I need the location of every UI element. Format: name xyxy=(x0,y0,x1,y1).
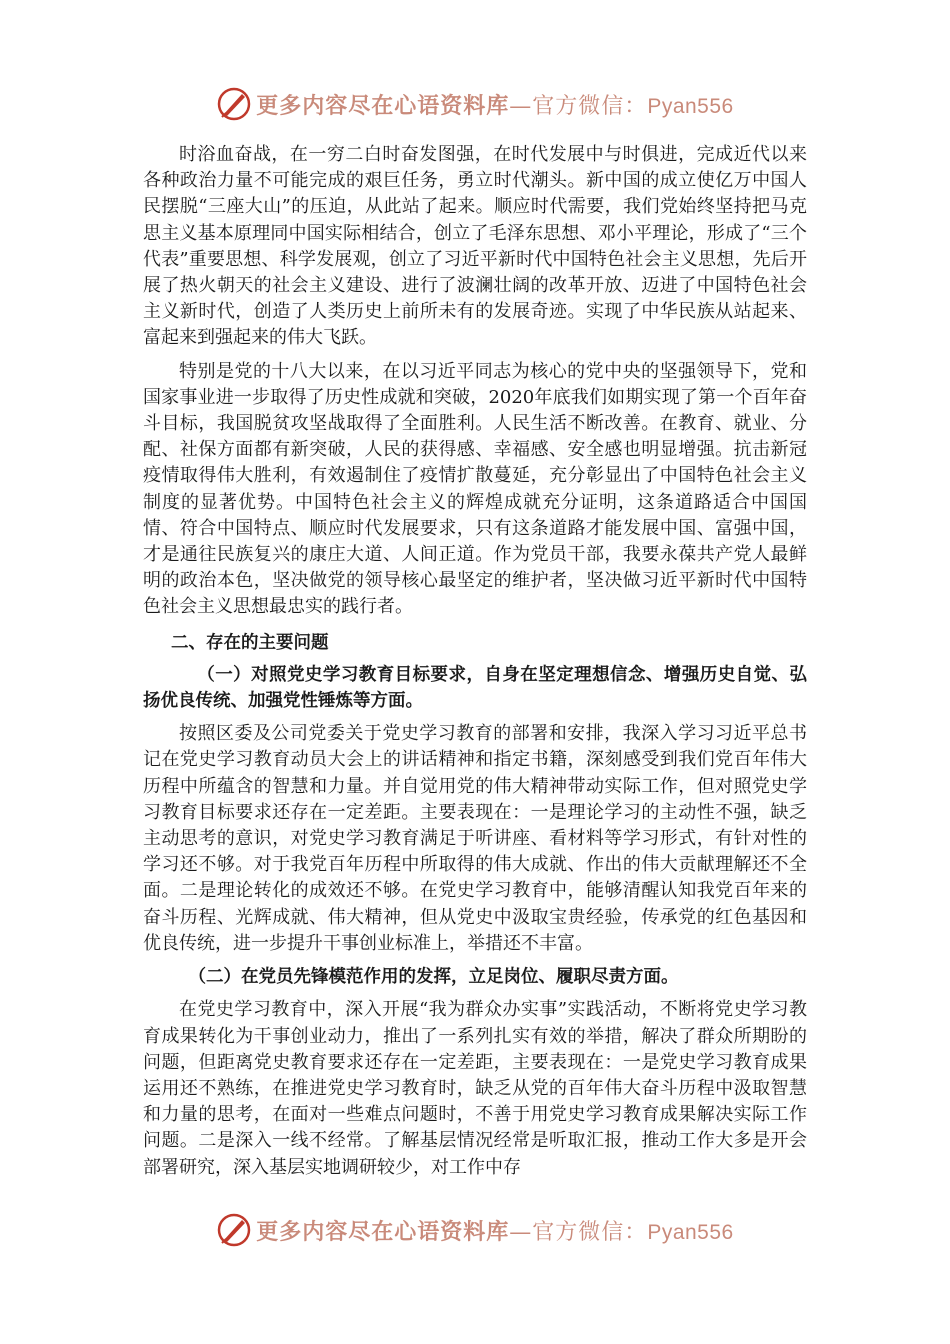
body-paragraph: 时浴血奋战，在一穷二白时奋发图强，在时代发展中与时俱进，完成近代以来各种政治力量不可能完成的艰巨任务，勇立时代潮头。新中国的成立使亿万中国人民摆脱“三座大山”的压迫，从此站了起来。顺应时代需要，我们党始终坚持把马克思主义基本原理同中国实际相结合，创立了毛泽东思想、邓小平理论，形成了“三个代表”重要思想、科学发展观，创立了习近平新时代中国特色社会主义思想，先后开展了热火朝天的社会主义建设、进行了波澜壮阔的改革开放、迈进了中国特色社会主义新时代，创造了人类历史上前所未有的发展奇迹。实现了中华民族从站起来、富起来到强起来的伟大飞跃。 xyxy=(143,144,807,349)
watermark-dash: — xyxy=(509,93,533,119)
watermark-brand: 更多内容尽在心语资料库 xyxy=(256,1218,510,1245)
document-body xyxy=(143,142,807,1181)
body-paragraph: 按照区委及公司党委关于党史学习教育的部署和安排，我深入学习习近平总书记在党史学习教育动员大会上的讲话精神和指定书籍，深刻感受到我们党百年伟大历程中所蕴含的智慧和力量。并自觉用党的伟大精神带动实际工作，但对照党史学习教育目标要求还存在一定差距。主要表现在：一是理论学习的主动性不强，缺乏主动思考的意识，对党史学习教育满足于听讲座、看材料等学习形式，有针对性的学习还不够。对于我党百年历程中所取得的伟大成就、作出的伟大贡献理解还不全面。二是理论转化的成效还不够。在党史学习教育中，能够清醒认知我党百年来的奋斗历程、光辉成就、伟大精神，但从党史中汲取宝贵经验，传承党的红色基因和优良传统，进一步提升干事创业标准上，举措还不丰富。 xyxy=(143,723,807,954)
watermark-banner-top xyxy=(0,82,950,126)
quill-logo-icon xyxy=(216,1212,252,1248)
watermark-label: 官方微信： xyxy=(532,93,648,119)
watermark-text xyxy=(256,1215,733,1246)
watermark-wechat-id: Pyan556 xyxy=(647,1220,734,1244)
watermark-text xyxy=(256,89,733,120)
body-paragraph: 在党史学习教育中，深入开展“我为群众办实事”实践活动，不断将党史学习教育成果转化为干事创业动力，推出了一系列扎实有效的举措，解决了群众所期盼的问题，但距离党史教育要求还存在一定差距，主要表现在：一是党史学习教育成果运用还不熟练，在推进党史学习教育时，缺乏从党的百年伟大奋斗历程中汲取智慧和力量的思考，在面对一些难点问题时，不善于用党史学习教育成果解决实际工作问题。二是深入一线不经常。了解基层情况经常是听取汇报，推动工作大多是开会部署研究，深入基层实地调研较少，对工作中存 xyxy=(143,999,807,1178)
subsection-heading: （二）在党员先锋模范作用的发挥，立足岗位、履职尽责方面。 xyxy=(188,967,679,988)
body-paragraph: 特别是党的十八大以来，在以习近平同志为核心的党中央的坚强领导下，党和国家事业进一步取得了历史性成就和突破，2020年底我们如期实现了第一个百年奋斗目标，我国脱贫攻坚战取得了全面胜利。人民生活不断改善。在教育、就业、分配、社保方面都有新突破，人民的获得感、幸福感、安全感也明显增强。抗击新冠疫情取得伟大胜利，有效遏制住了疫情扩散蔓延，充分彰显出了中国特色社会主义制度的显著优势。中国特色社会主义的辉煌成就充分证明，这条道路适合中国国情、符合中国特点、顺应时代发展要求，只有这条道路才能发展中国、富强中国，才是通往民族复兴的康庄大道、人间正道。作为党员干部，我要永葆共产党人最鲜明的政治本色，坚决做党的领导核心最坚定的维护者，坚决做习近平新时代中国特色社会主义思想最忠实的践行者。 xyxy=(143,360,807,618)
watermark-banner-bottom xyxy=(0,1208,950,1252)
section-heading: 二、存在的主要问题 xyxy=(171,632,329,653)
watermark-label: 官方微信： xyxy=(532,1219,648,1245)
subsection-heading: （一）对照党史学习教育目标要求，自身在坚定理想信念、增强历史自觉、弘扬优良传统、加强党性锤炼等方面。 xyxy=(143,664,807,712)
watermark-brand: 更多内容尽在心语资料库 xyxy=(256,92,510,119)
watermark-wechat-id: Pyan556 xyxy=(647,94,734,118)
quill-logo-icon xyxy=(216,86,252,122)
watermark-dash: — xyxy=(509,1219,533,1245)
